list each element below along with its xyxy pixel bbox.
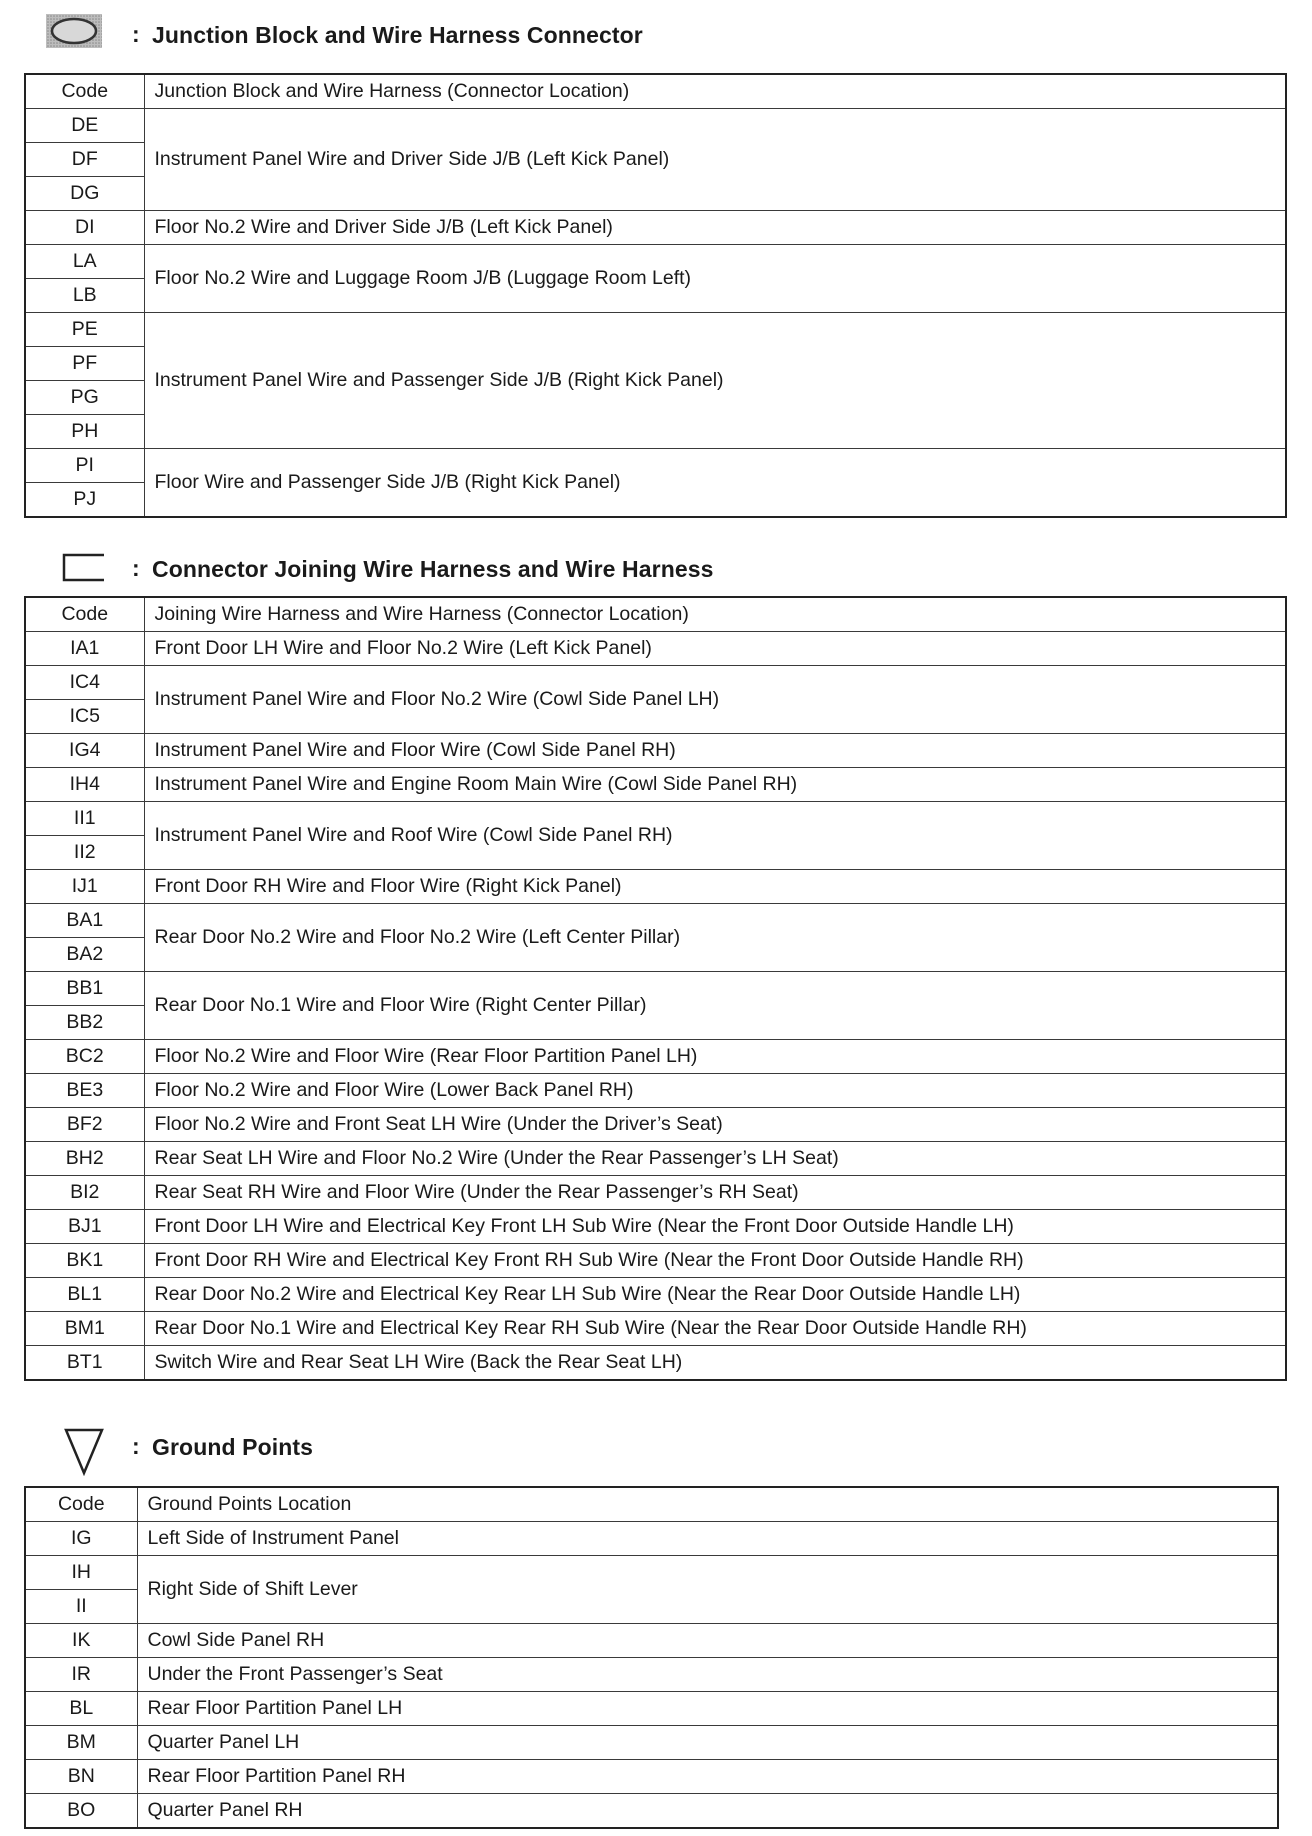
section-colon: : [132,21,140,47]
code-cell: BI2 [25,1176,144,1210]
table-row [25,1210,1286,1244]
table-header-row [25,1487,1278,1522]
code-cell: II [25,1590,137,1624]
triangle-symbol-icon [44,1424,104,1481]
location-cell: Instrument Panel Wire and Passenger Side J/B (Right Kick Panel) [144,313,1286,449]
section-junction-block [24,12,1287,518]
table-row [25,1658,1278,1692]
location-cell: Front Door LH Wire and Floor No.2 Wire (Left Kick Panel) [144,632,1286,666]
code-cell: BM [25,1726,137,1760]
location-cell: Floor No.2 Wire and Driver Side J/B (Left Kick Panel) [144,211,1286,245]
location-cell: Switch Wire and Rear Seat LH Wire (Back the Rear Seat LH) [144,1346,1286,1381]
table-row [25,1624,1278,1658]
table-row [25,245,1286,279]
table-row [25,1040,1286,1074]
location-cell: Cowl Side Panel RH [137,1624,1278,1658]
code-cell: PG [25,381,144,415]
table-row [25,1556,1278,1590]
code-cell: BE3 [25,1074,144,1108]
code-cell: LB [25,279,144,313]
code-cell: BC2 [25,1040,144,1074]
location-cell: Quarter Panel LH [137,1726,1278,1760]
table-header-row [25,597,1286,632]
location-cell: Front Door RH Wire and Electrical Key Front RH Sub Wire (Near the Front Door Outside Handle RH) [144,1244,1286,1278]
connector-joining-table [24,596,1287,1381]
code-cell: IK [25,1624,137,1658]
code-cell: DG [25,177,144,211]
location-cell: Front Door LH Wire and Electrical Key Front LH Sub Wire (Near the Front Door Outside Handle LH) [144,1210,1286,1244]
table-row [25,1346,1286,1381]
ground-points-table [24,1486,1279,1829]
table-row [25,666,1286,700]
table-row [25,972,1286,1006]
section-colon: : [132,1433,140,1459]
table-row [25,1692,1278,1726]
section-title: Junction Block and Wire Harness Connector [152,22,643,48]
table-row [25,870,1286,904]
header-location: Joining Wire Harness and Wire Harness (Connector Location) [144,597,1286,632]
oval-symbol-icon [44,12,104,55]
code-cell: II1 [25,802,144,836]
table-row [25,1142,1286,1176]
location-cell: Rear Floor Partition Panel RH [137,1760,1278,1794]
code-cell: DF [25,143,144,177]
table-row [25,211,1286,245]
code-cell: IH [25,1556,137,1590]
table-row [25,904,1286,938]
table-row [25,1312,1286,1346]
table-row [25,1794,1278,1829]
code-cell: BO [25,1794,137,1829]
location-cell: Quarter Panel RH [137,1794,1278,1829]
location-cell: Rear Door No.2 Wire and Floor No.2 Wire (Left Center Pillar) [144,904,1286,972]
table-row [25,1244,1286,1278]
code-cell: BA1 [25,904,144,938]
header-location: Ground Points Location [137,1487,1278,1522]
location-cell: Instrument Panel Wire and Floor Wire (Cowl Side Panel RH) [144,734,1286,768]
section-ground-points [24,1424,1279,1829]
section-colon: : [132,555,140,581]
table-row [25,1522,1278,1556]
location-cell: Front Door RH Wire and Floor Wire (Right Kick Panel) [144,870,1286,904]
code-cell: PJ [25,483,144,518]
code-cell: BA2 [25,938,144,972]
table-row [25,1760,1278,1794]
code-cell: LA [25,245,144,279]
location-cell: Floor No.2 Wire and Floor Wire (Lower Back Panel RH) [144,1074,1286,1108]
code-cell: BB2 [25,1006,144,1040]
location-cell: Instrument Panel Wire and Engine Room Main Wire (Cowl Side Panel RH) [144,768,1286,802]
location-cell: Rear Seat RH Wire and Floor Wire (Under the Rear Passenger’s RH Seat) [144,1176,1286,1210]
code-cell: BL1 [25,1278,144,1312]
table-row [25,1074,1286,1108]
table-row [25,768,1286,802]
table-row [25,1278,1286,1312]
location-cell: Rear Door No.2 Wire and Electrical Key Rear LH Sub Wire (Near the Rear Door Outside Handle LH) [144,1278,1286,1312]
table-row [25,313,1286,347]
location-cell: Floor Wire and Passenger Side J/B (Right Kick Panel) [144,449,1286,518]
section-title: Connector Joining Wire Harness and Wire Harness [152,556,714,582]
section-heading [24,1424,1279,1468]
table-row [25,109,1286,143]
section-connector-joining [24,546,1287,1381]
code-cell: BT1 [25,1346,144,1381]
location-cell: Floor No.2 Wire and Luggage Room J/B (Luggage Room Left) [144,245,1286,313]
section-heading [24,12,1287,56]
code-cell: II2 [25,836,144,870]
location-cell: Under the Front Passenger’s Seat [137,1658,1278,1692]
header-location: Junction Block and Wire Harness (Connector Location) [144,74,1286,109]
location-cell: Instrument Panel Wire and Floor No.2 Wire (Cowl Side Panel LH) [144,666,1286,734]
code-cell: BL [25,1692,137,1726]
section-heading [24,546,1287,590]
code-cell: IG [25,1522,137,1556]
code-cell: BK1 [25,1244,144,1278]
location-cell: Rear Door No.1 Wire and Electrical Key Rear RH Sub Wire (Near the Rear Door Outside Handle RH) [144,1312,1286,1346]
code-cell: DE [25,109,144,143]
table-row [25,449,1286,483]
code-cell: PF [25,347,144,381]
code-cell: IA1 [25,632,144,666]
code-cell: PE [25,313,144,347]
code-cell: BB1 [25,972,144,1006]
table-row [25,734,1286,768]
location-cell: Rear Floor Partition Panel LH [137,1692,1278,1726]
location-cell: Instrument Panel Wire and Driver Side J/B (Left Kick Panel) [144,109,1286,211]
code-cell: BM1 [25,1312,144,1346]
code-cell: IH4 [25,768,144,802]
header-code: Code [25,74,144,109]
code-cell: PH [25,415,144,449]
code-cell: DI [25,211,144,245]
location-cell: Rear Door No.1 Wire and Floor Wire (Right Center Pillar) [144,972,1286,1040]
rectangle-symbol-icon [44,546,104,589]
table-row [25,632,1286,666]
code-cell: IC5 [25,700,144,734]
junction-block-table [24,73,1287,518]
code-cell: BN [25,1760,137,1794]
code-cell: BF2 [25,1108,144,1142]
location-cell: Floor No.2 Wire and Front Seat LH Wire (Under the Driver’s Seat) [144,1108,1286,1142]
location-cell: Rear Seat LH Wire and Floor No.2 Wire (Under the Rear Passenger’s LH Seat) [144,1142,1286,1176]
table-row [25,1726,1278,1760]
header-code: Code [25,597,144,632]
location-cell: Instrument Panel Wire and Roof Wire (Cowl Side Panel RH) [144,802,1286,870]
code-cell: IC4 [25,666,144,700]
code-cell: BH2 [25,1142,144,1176]
table-row [25,1108,1286,1142]
code-cell: IJ1 [25,870,144,904]
code-cell: IG4 [25,734,144,768]
section-title: Ground Points [152,1434,314,1460]
table-row [25,1176,1286,1210]
code-cell: IR [25,1658,137,1692]
location-cell: Right Side of Shift Lever [137,1556,1278,1624]
location-cell: Floor No.2 Wire and Floor Wire (Rear Floor Partition Panel LH) [144,1040,1286,1074]
table-header-row [25,74,1286,109]
location-cell: Left Side of Instrument Panel [137,1522,1278,1556]
table-row [25,802,1286,836]
code-cell: PI [25,449,144,483]
header-code: Code [25,1487,137,1522]
code-cell: BJ1 [25,1210,144,1244]
